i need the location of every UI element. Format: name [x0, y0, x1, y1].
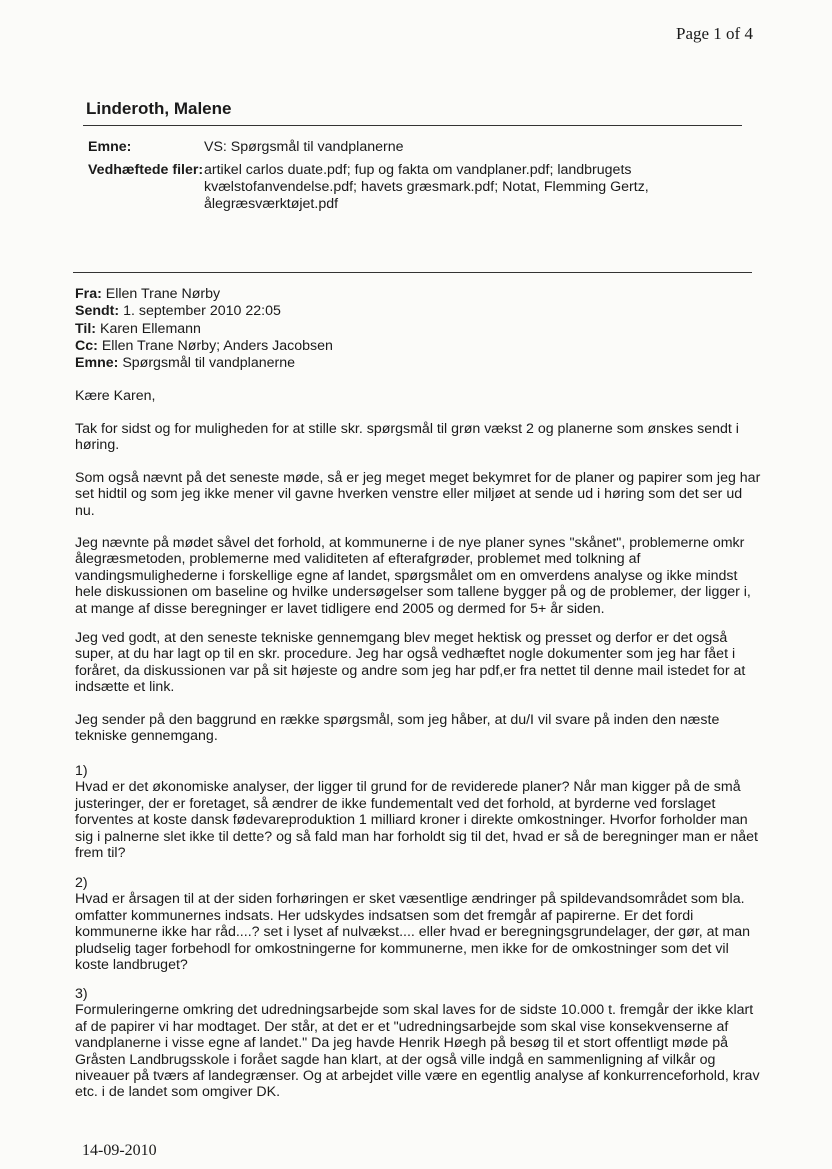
- paragraph-line: indsætte et link.: [75, 679, 175, 696]
- forward-divider: [73, 272, 752, 273]
- to-value: Karen Ellemann: [99, 320, 201, 337]
- question-line: Gråsten Landbrugsskole i forået sagde han klart, at der også ville indgå en sammenligning af vilkår og: [75, 1051, 716, 1068]
- question-2: [75, 875, 765, 973]
- from-value: Ellen Trane Nørby: [105, 286, 221, 302]
- paragraph-line: ålegræsmetoden, problemerne med validiteten af efterafgrøder, problemet med tolkning af: [75, 551, 641, 568]
- from-label: Fra:: [75, 286, 102, 302]
- attachments-line: kvælstofanvendelse.pdf; havets græsmark.pdf; Notat, Flemming Gertz,: [204, 179, 649, 195]
- question-number: 2): [75, 875, 88, 891]
- print-date: 14-09-2010: [82, 1142, 157, 1159]
- question-1: [75, 763, 765, 861]
- paragraph-5: [75, 712, 765, 745]
- from-row: [75, 286, 333, 303]
- fwd-subject-value: Spørgsmål til vandplanerne: [122, 355, 296, 372]
- header-divider: [83, 125, 742, 126]
- question-line: forventes at koste dansk fødevareproduktion 1 milliard kroner i direkte omkostninger. Hvorfor forholder man: [75, 812, 748, 829]
- paragraph-line: Tak for sidst og for muligheden for at stille skr. spørgsmål til grøn vækst 2 og planerne som ønskes sendt i: [75, 421, 739, 437]
- paragraph-line: super, at du har lagt op til en skr. procedure. Jeg har også vedhæftet nogle dokumenter som jeg har fået i: [75, 646, 736, 663]
- paragraph-line: hele diskussionen om baseline og hvilke undersøgelser som tallene bygger på og de problemer, der ligger i,: [75, 584, 751, 601]
- question-line: etc. i de landet som omgiver DK.: [75, 1084, 281, 1101]
- paragraph-line: set hidtil og som jeg ikke mener vil gavne hverken venstre eller miljøet at sende ud i høring som det ser ud: [75, 486, 743, 503]
- question-number: 1): [75, 763, 88, 779]
- cc-label: Cc:: [75, 337, 98, 354]
- question-line: justeringer, der er foretaget, så ændrer de ikke fundementalt ved det forhold, at byrderne ved forslaget: [75, 795, 716, 812]
- question-line: frem til?: [75, 845, 126, 862]
- paragraph-1: [75, 421, 765, 454]
- question-line: kommunerne ikke har råd....? set i lyset af nulvækst.... eller hvad er beregningsgrundelager, der gør, at man: [75, 924, 751, 941]
- question-line: Formuleringerne omkring det udredningsarbejde som skal laves for de sidste 10.000 t. fremgår der ikke klart: [75, 1002, 754, 1019]
- paragraph-3: [75, 535, 765, 617]
- question-line: Hvad er årsagen til at der siden forhøringen er sket væsentlige ændringer på spildevandsområdet som bla.: [75, 891, 745, 908]
- question-line: af de papirer vi har modtaget. Der står, at det er et "udredningsarbejde som skal vise konsekvenserne af: [75, 1018, 729, 1035]
- forwarded-headers: [75, 286, 333, 372]
- paragraph-2: [75, 470, 765, 519]
- to-row: [75, 321, 333, 338]
- sent-label: Sendt:: [75, 303, 120, 320]
- sent-value: 1. september 2010 22:05: [123, 303, 281, 320]
- greeting: Kære Karen,: [75, 388, 156, 404]
- paragraph-line: tekniske gennemgang.: [75, 728, 218, 745]
- sent-row: [75, 303, 333, 320]
- question-3: [75, 986, 765, 1101]
- question-line: koste landbruget?: [75, 957, 188, 974]
- question-line: omfatter kommunernes indsats. Her udskydes indsatsen som det fremgår af papirerne. Er det fordi: [75, 907, 694, 924]
- paragraph-line: vandingsmulighederne i forskellige egne af landet, spørgsmålet om en omverdens analyse og ikke mindst: [75, 567, 738, 584]
- question-line: sig i palnerne slet ikke til dette? og så fald man har forholdt sig til det, hvad er så de beregninger man er nået: [75, 828, 758, 845]
- attachments-line: artikel carlos duate.pdf; fup og fakta om vandplaner.pdf; landbrugets: [204, 162, 632, 178]
- cc-value: Ellen Trane Nørby; Anders Jacobsen: [101, 337, 333, 354]
- subject-label: Emne:: [88, 139, 132, 155]
- question-line: Hvad er det økonomiske analyser, der ligger til grund for de reviderede planer? Når man kigger på de små: [75, 779, 741, 796]
- paragraph-line: Jeg ved godt, at den seneste tekniske gennemgang blev meget hektisk og presset og derfor er det også: [75, 630, 728, 646]
- question-line: niveauer på tværs af landegrænser. Og at arbejdet ville være en egentlig analyse af konkurrenceforhold, krav: [75, 1068, 760, 1085]
- question-number: 3): [75, 986, 88, 1002]
- attachments-list[interactable]: [204, 162, 764, 213]
- mailbox-owner-name: Linderoth, Malene: [86, 99, 232, 118]
- to-label: Til:: [75, 320, 97, 337]
- paragraph-line: Som også nævnt på det seneste møde, så er jeg meget meget bekymret for de planer og papirer som jeg har: [75, 470, 761, 486]
- paragraph-line: høring.: [75, 437, 120, 454]
- attachments-line: ålegræsværktøjet.pdf: [204, 196, 339, 212]
- fwd-subject-row: [75, 355, 333, 372]
- paragraph-line: at mange af disse beregninger er lavet tidligere end 2005 og dermed for 5+ år siden.: [75, 600, 605, 617]
- page-number: Page 1 of 4: [676, 24, 753, 43]
- paragraph-line: Jeg sender på den baggrund en række spørgsmål, som jeg håber, at du/I vil svare på inden den næste: [75, 712, 720, 728]
- paragraph-line: foråret, da diskussionen var på sit højeste og andre som jeg har pdf,er fra nettet til denne mail istedet for at: [75, 662, 746, 679]
- question-line: pludselig tager forbehodl for omkostningerne for kommunerne, men ikke for de omkostninger som det vil: [75, 940, 729, 957]
- attachments-label: Vedhæftede filer:: [88, 162, 204, 178]
- paragraph-line: Jeg nævnte på mødet såvel det forhold, at kommunerne i de nye planer synes "skånet", problemerne omkr: [75, 535, 745, 551]
- paragraph-line: nu.: [75, 502, 95, 519]
- paragraph-4: [75, 630, 765, 696]
- subject-value: VS: Spørgsmål til vandplanerne: [204, 139, 404, 155]
- fwd-subject-label: Emne:: [75, 355, 119, 372]
- question-line: vandplanerne i visse egne af landet." Da jeg havde Henrik Høegh på besøg til et stort offentligt møde på: [75, 1035, 729, 1052]
- cc-row: [75, 338, 333, 355]
